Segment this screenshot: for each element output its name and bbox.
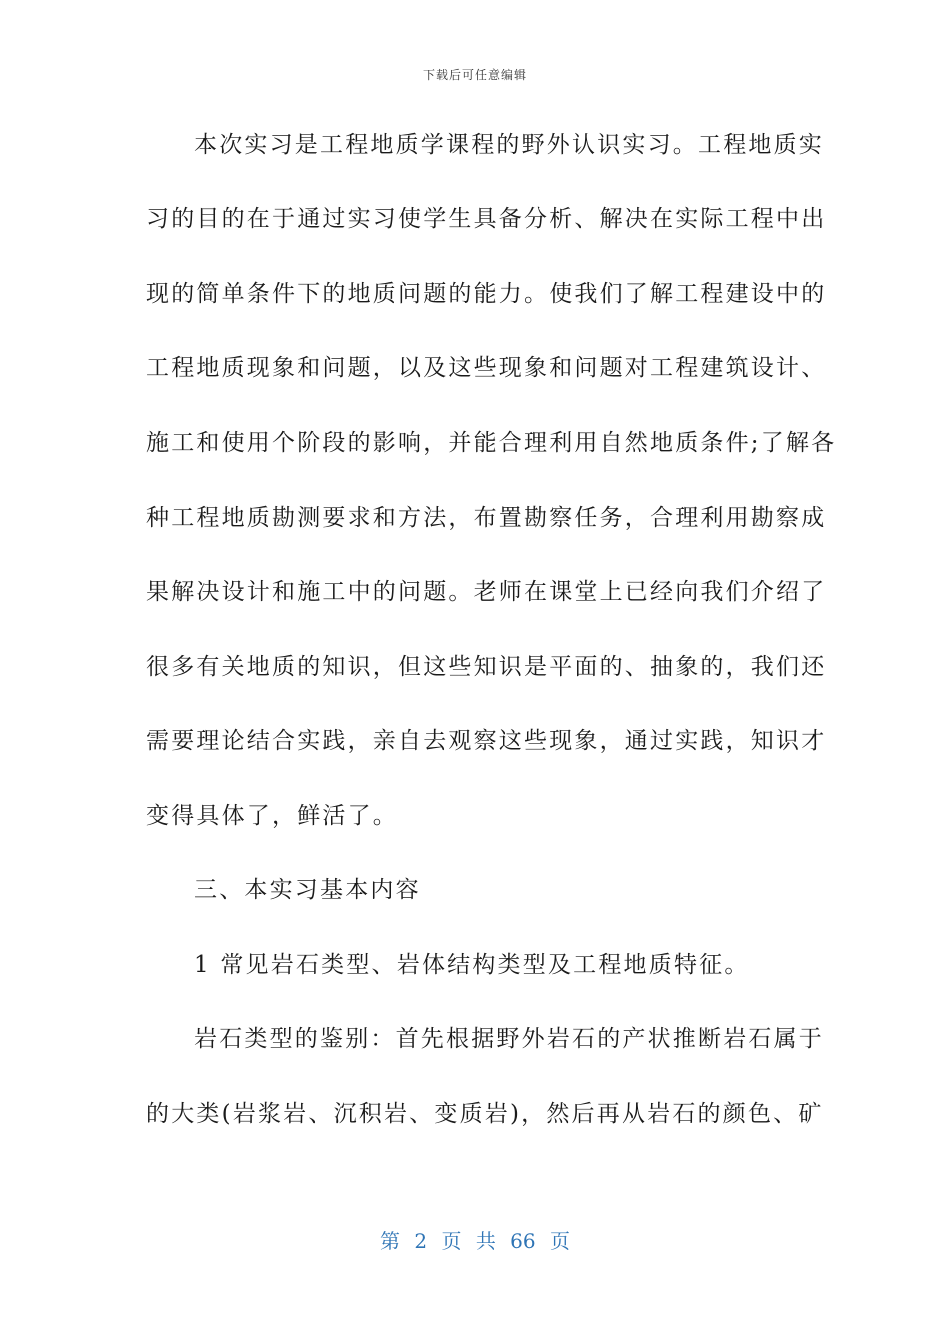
total-page-count: 66 <box>510 1229 536 1253</box>
paragraph-line: 本次实习是工程地质学课程的野外认识实习。工程地质实 <box>194 132 824 158</box>
page-footer <box>0 1225 950 1254</box>
current-page-number: 2 <box>414 1229 428 1253</box>
section-heading: 三、本实习基本内容 <box>194 877 421 903</box>
page-header: 下载后可任意编辑 <box>422 68 527 82</box>
paragraph-line: 施工和使用个阶段的影响，并能合理利用自然地质条件;了解各 <box>146 430 837 456</box>
footer-di: 第 <box>380 1229 400 1253</box>
paragraph-line: 现的简单条件下的地质问题的能力。使我们了解工程建设中的 <box>146 281 827 307</box>
paragraph-line: 种工程地质勘测要求和方法，布置勘察任务，合理利用勘察成 <box>146 505 827 531</box>
paragraph-line: 很多有关地质的知识，但这些知识是平面的、抽象的，我们还 <box>146 654 827 680</box>
subsection-heading: 1 常见岩石类型、岩体结构类型及工程地质特征。 <box>194 952 750 978</box>
paragraph-line: 习的目的在于通过实习使学生具备分析、解决在实际工程中出 <box>146 206 827 232</box>
paragraph-line: 需要理论结合实践，亲自去观察这些现象，通过实践，知识才 <box>146 728 827 754</box>
footer-ye2: 页 <box>549 1229 570 1253</box>
paragraph-line: 工程地质现象和问题，以及这些现象和问题对工程建筑设计、 <box>146 355 827 381</box>
footer-gong: 共 <box>475 1229 496 1253</box>
paragraph-line: 变得具体了，鲜活了。 <box>146 803 398 829</box>
paragraph-line: 岩石类型的鉴别：首先根据野外岩石的产状推断岩石属于 <box>194 1026 824 1052</box>
paragraph-line: 的大类(岩浆岩、沉积岩、变质岩)，然后再从岩石的颜色、矿 <box>146 1101 824 1127</box>
paragraph-line: 果解决设计和施工中的问题。老师在课堂上已经向我们介绍了 <box>146 579 827 605</box>
footer-ye: 页 <box>441 1229 462 1253</box>
